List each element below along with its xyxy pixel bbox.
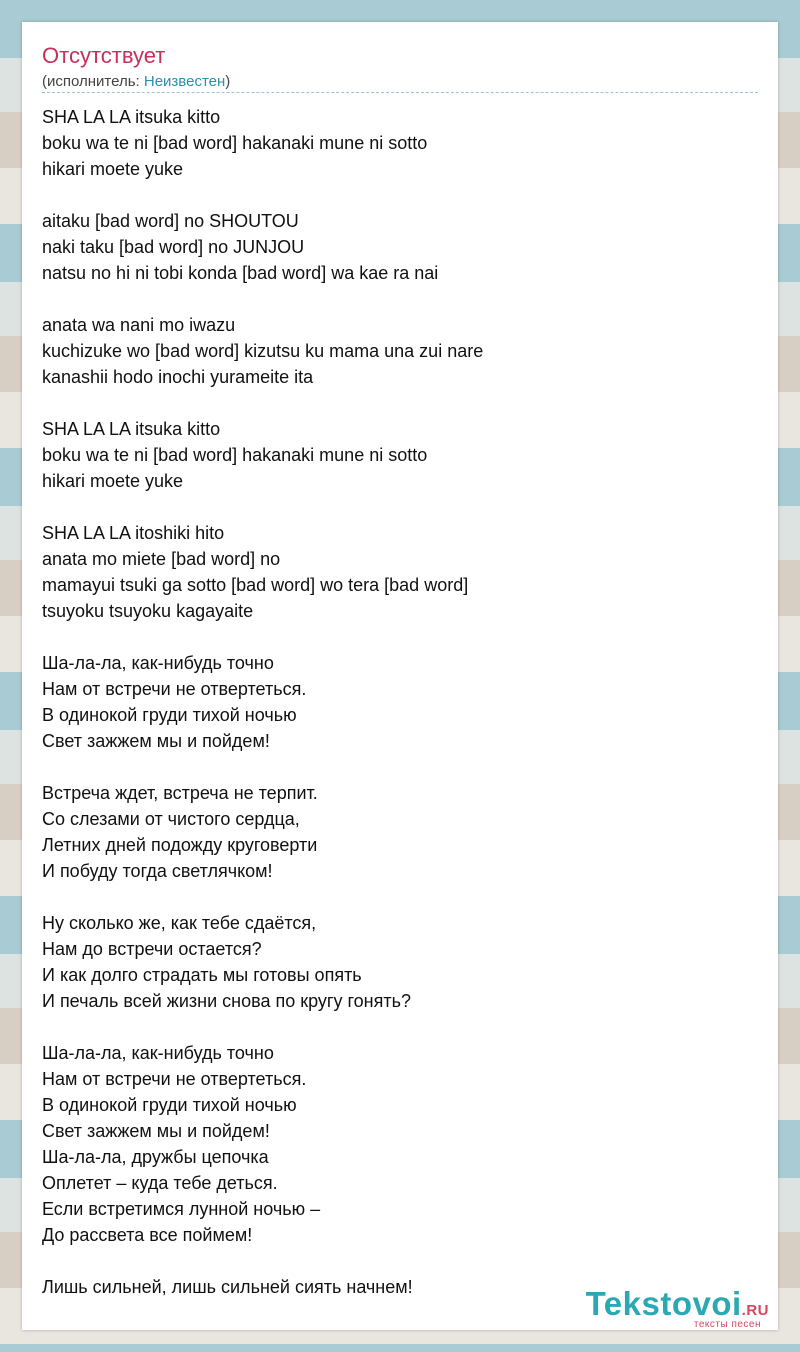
logo-subtitle: тексты песен — [693, 1319, 761, 1330]
lyrics-line: Летних дней подожду круговерти — [42, 835, 318, 855]
lyrics-line: Ша-ла-ла, как-нибудь точно — [42, 653, 274, 673]
lyrics-line: natsu no hi ni tobi konda [bad word] wa kae ra nai — [42, 263, 439, 283]
lyrics-card — [22, 22, 778, 1330]
lyrics-line: Нам до встречи остается? — [42, 939, 262, 959]
lyrics-line: mamayui tsuki ga sotto [bad word] wo tera [bad word] — [42, 575, 469, 595]
lyrics-line: Нам от встречи не отвертеться. — [42, 679, 307, 699]
lyrics-stanza — [42, 910, 483, 1014]
lyrics-stanza — [42, 1040, 483, 1248]
lyrics-line: anata wa nani mo iwazu — [42, 315, 236, 335]
lyrics-stanza — [42, 650, 483, 754]
lyrics-line: Нам от встречи не отвертеться. — [42, 1069, 307, 1089]
lyrics-line: И печаль всей жизни снова по кругу гонять? — [42, 991, 411, 1011]
logo-tld: .RU — [741, 1302, 769, 1319]
site-logo[interactable] — [569, 1287, 769, 1328]
lyrics-line: И побуду тогда светлячком! — [42, 861, 273, 881]
artist-link[interactable]: Неизвестен — [143, 73, 226, 90]
lyrics-stanza — [42, 780, 483, 884]
lyrics-line: Оплетет – куда тебе деться. — [42, 1173, 278, 1193]
artist-suffix: ) — [225, 73, 231, 90]
lyrics-line: Встреча ждет, встреча не терпит. — [42, 783, 318, 803]
lyrics-line: SHA LA LA itoshiki hito — [42, 523, 225, 543]
lyrics-line: anata mo miete [bad word] no — [42, 549, 281, 569]
lyrics-body — [42, 104, 483, 1300]
lyrics-line: Ша-ла-ла, дружбы цепочка — [42, 1147, 269, 1167]
lyrics-line: Ну сколько же, как тебе сдаётся, — [42, 913, 317, 933]
lyrics-line: В одинокой груди тихой ночью — [42, 1095, 297, 1115]
lyrics-line: aitaku [bad word] no SHOUTOU — [42, 211, 299, 231]
lyrics-line: SHA LA LA itsuka kitto — [42, 419, 221, 439]
artist-line — [42, 72, 230, 92]
lyrics-line: SHA LA LA itsuka kitto — [42, 107, 221, 127]
lyrics-line: И как долго страдать мы готовы опять — [42, 965, 362, 985]
lyrics-stanza — [42, 208, 483, 286]
song-title: Отсутствует — [42, 43, 166, 68]
lyrics-line: boku wa te ni [bad word] hakanaki mune ni sotto — [42, 445, 428, 465]
lyrics-line: Со слезами от чистого сердца, — [42, 809, 300, 829]
lyrics-line: Если встретимся лунной ночью – — [42, 1199, 321, 1219]
artist-prefix: (исполнитель: — [42, 73, 144, 90]
lyrics-stanza — [42, 416, 483, 494]
header-divider — [42, 92, 758, 93]
lyrics-line: Свет зажжем мы и пойдем! — [42, 731, 270, 751]
lyrics-line: Лишь сильней, лишь сильней сиять начнем! — [42, 1277, 413, 1297]
lyrics-line: kuchizuke wo [bad word] kizutsu ku mama una zui nare — [42, 341, 484, 361]
lyrics-line: tsuyoku tsuyoku kagayaite — [42, 601, 254, 621]
lyrics-stanza — [42, 104, 483, 182]
lyrics-line: До рассвета все поймем! — [42, 1225, 253, 1245]
lyrics-line: Ша-ла-ла, как-нибудь точно — [42, 1043, 274, 1063]
logo-main-text: Tekstovoi — [585, 1285, 742, 1322]
lyrics-line: В одинокой груди тихой ночью — [42, 705, 297, 725]
lyrics-line: naki taku [bad word] no JUNJOU — [42, 237, 305, 257]
lyrics-stanza — [42, 520, 483, 624]
lyrics-stanza — [42, 1274, 483, 1300]
lyrics-line: hikari moete yuke — [42, 471, 184, 491]
lyrics-line: boku wa te ni [bad word] hakanaki mune ni sotto — [42, 133, 428, 153]
lyrics-line: Свет зажжем мы и пойдем! — [42, 1121, 270, 1141]
lyrics-line: kanashii hodo inochi yurameite ita — [42, 367, 314, 387]
lyrics-stanza — [42, 312, 483, 390]
lyrics-line: hikari moete yuke — [42, 159, 184, 179]
